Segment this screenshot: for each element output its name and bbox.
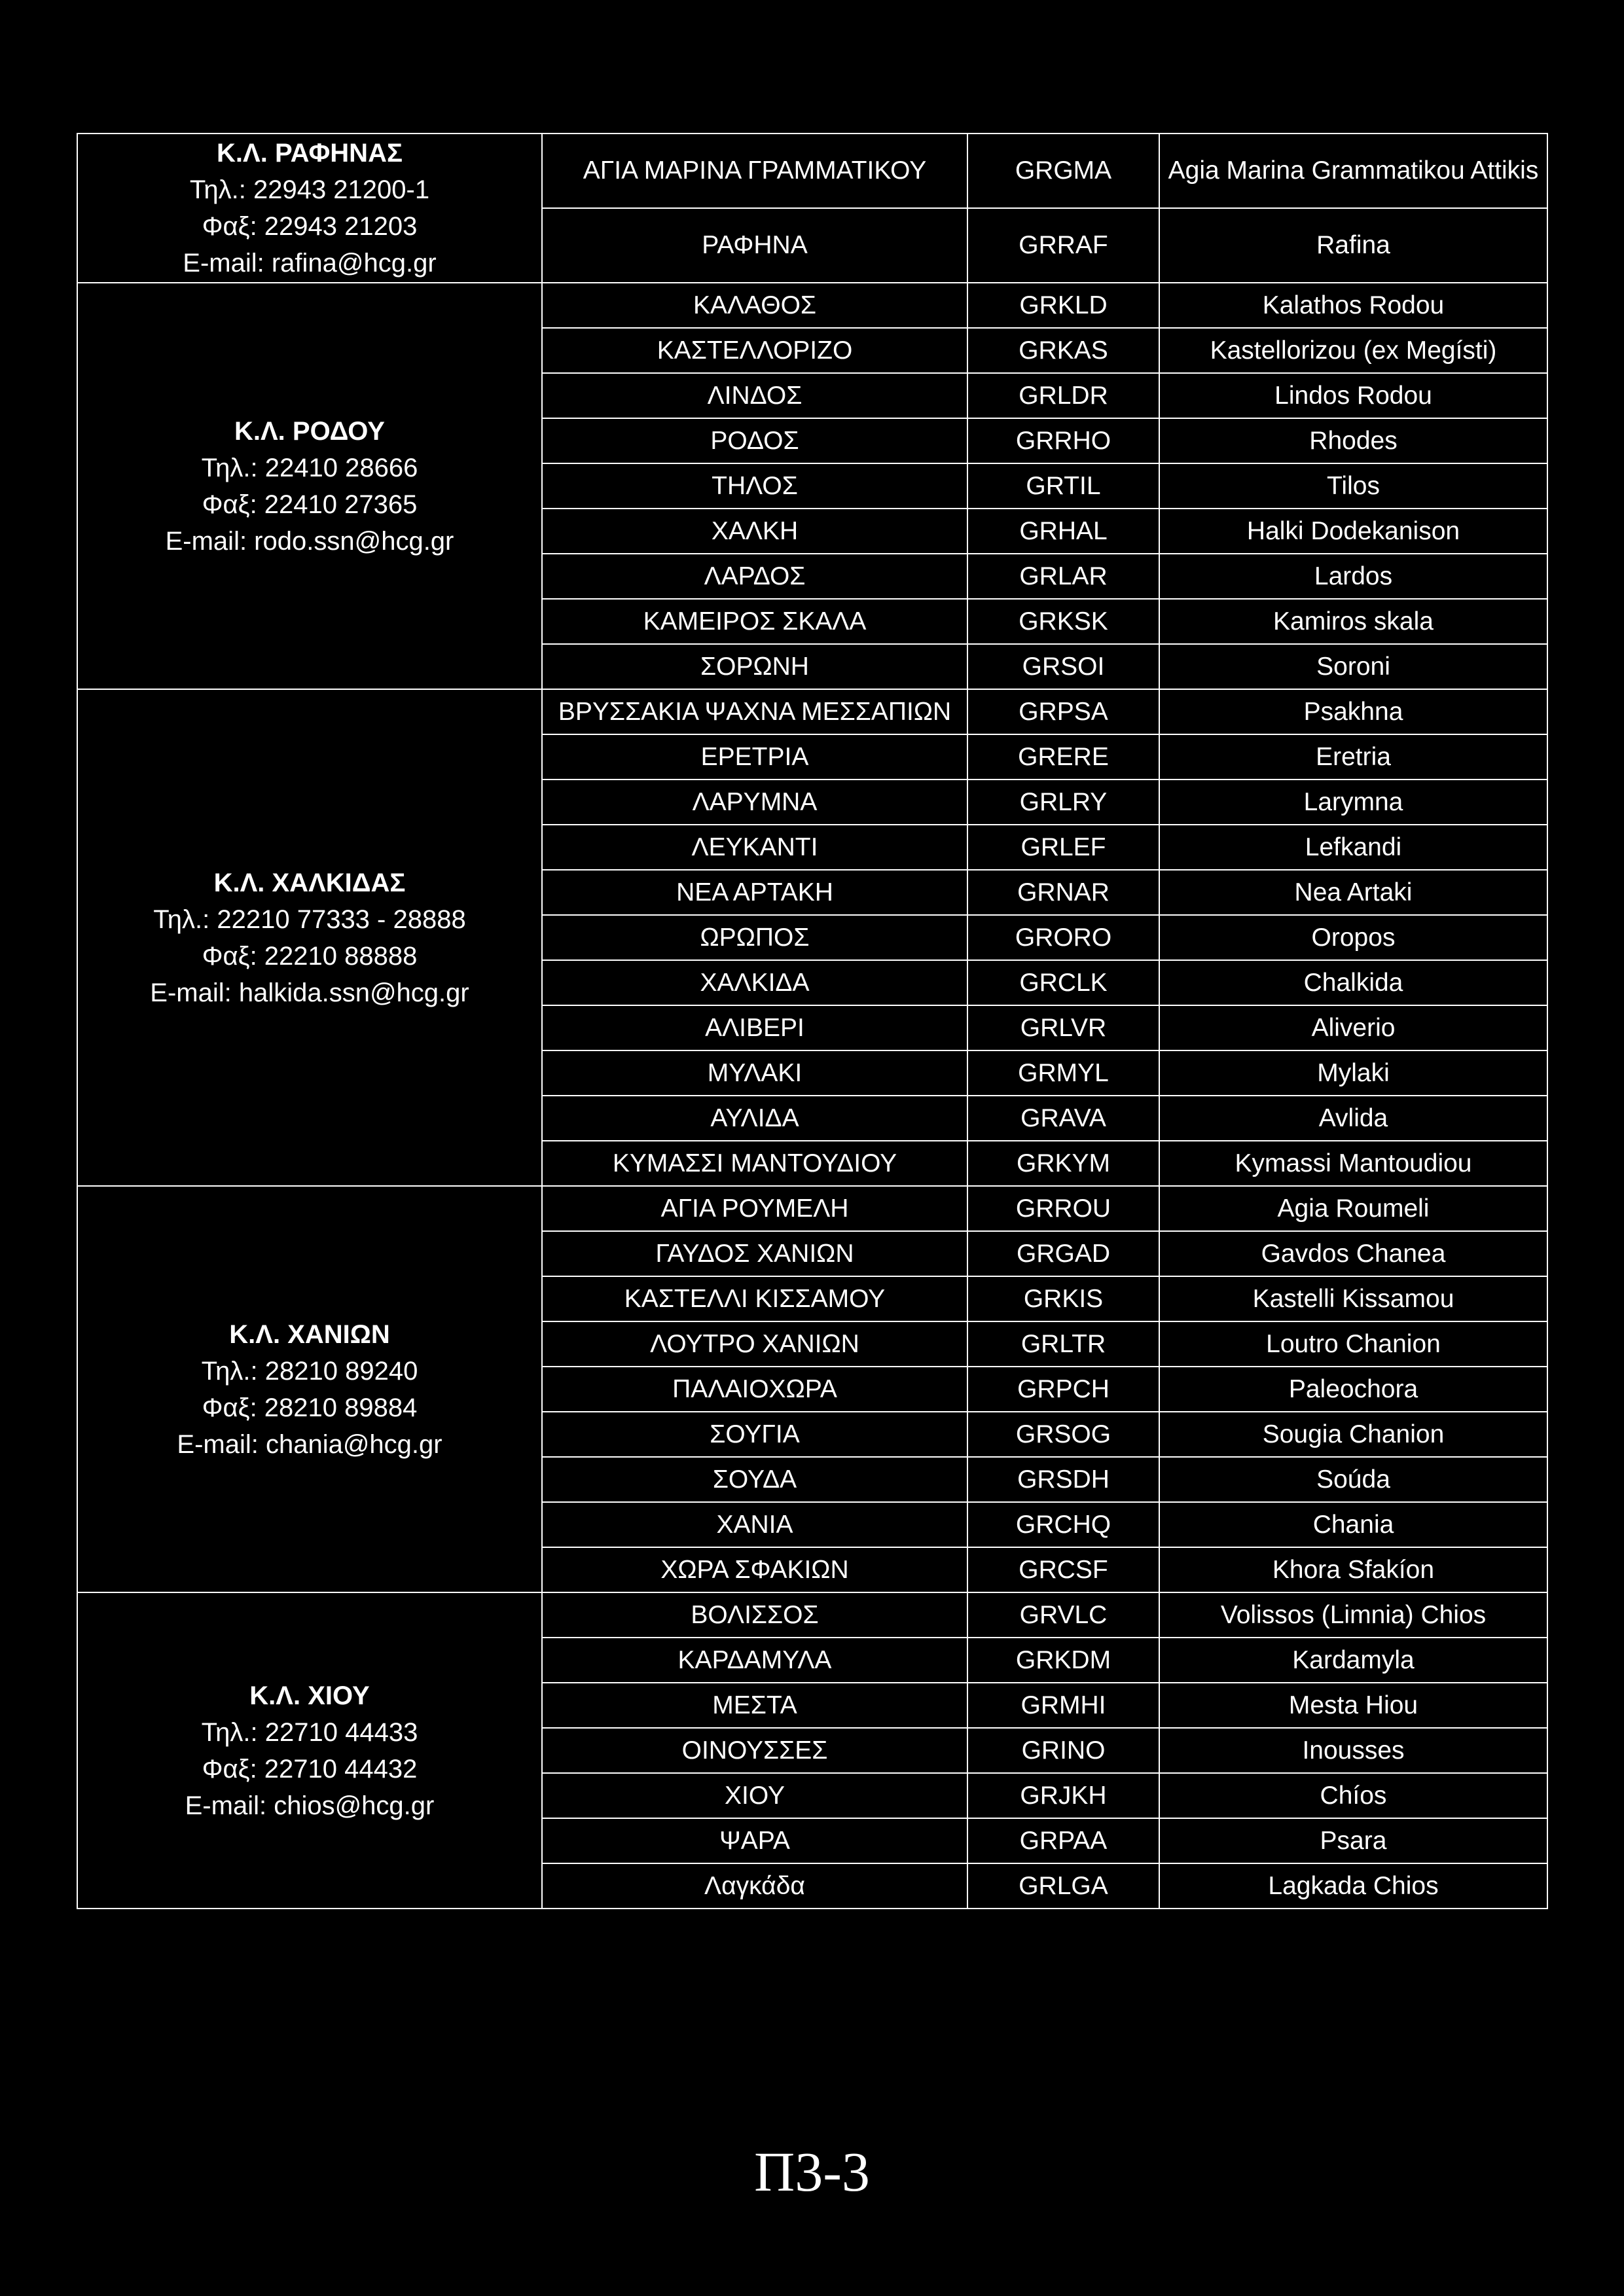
port-name-greek: ΓΑΥΔΟΣ ΧΑΝΙΩΝ xyxy=(542,1231,967,1276)
port-code: GRTIL xyxy=(967,463,1159,509)
office-name: Κ.Λ. ΧΑΝΙΩΝ xyxy=(229,1319,390,1349)
port-name-english: Volissos (Limnia) Chios xyxy=(1159,1592,1547,1638)
port-name-english: Tilos xyxy=(1159,463,1547,509)
port-code: GRLAR xyxy=(967,554,1159,599)
office-cell xyxy=(77,134,542,283)
port-name-greek: ΑΓΙΑ ΡΟΥΜΕΛΗ xyxy=(542,1186,967,1231)
port-name-english: Sougia Chanion xyxy=(1159,1412,1547,1457)
port-name-greek: ΑΥΛΙΔΑ xyxy=(542,1096,967,1141)
office-cell xyxy=(77,1592,542,1909)
office-email: E-mail: chania@hcg.gr xyxy=(177,1429,442,1459)
port-name-greek: ΧΑΛΚΗ xyxy=(542,509,967,554)
port-code: GRMHI xyxy=(967,1683,1159,1728)
office-email: E-mail: rodo.ssn@hcg.gr xyxy=(165,526,454,556)
port-name-english: Larymna xyxy=(1159,780,1547,825)
port-name-english: Kardamyla xyxy=(1159,1638,1547,1683)
port-code: GRPSA xyxy=(967,689,1159,734)
port-name-english: Loutro Chanion xyxy=(1159,1321,1547,1367)
port-name-english: Lardos xyxy=(1159,554,1547,599)
page-number: Π3-3 xyxy=(754,2140,870,2203)
port-name-greek: ΨΑΡΑ xyxy=(542,1818,967,1863)
table-row xyxy=(77,689,1547,734)
port-name-greek: ΣΟΡΩΝΗ xyxy=(542,644,967,689)
port-code: GRCHQ xyxy=(967,1502,1159,1547)
port-name-english: Agia Roumeli xyxy=(1159,1186,1547,1231)
port-name-greek: ΛΑΡΔΟΣ xyxy=(542,554,967,599)
port-code: GRKSK xyxy=(967,599,1159,644)
port-name-greek: ΜΥΛΑΚΙ xyxy=(542,1050,967,1096)
port-code: GRSOI xyxy=(967,644,1159,689)
office-fax: Φαξ: 22210 88888 xyxy=(202,941,418,971)
port-name-english: Lefkandi xyxy=(1159,825,1547,870)
port-name-greek: ΛΑΡΥΜΝΑ xyxy=(542,780,967,825)
port-name-greek: Λαγκάδα xyxy=(542,1863,967,1909)
port-name-english: Eretria xyxy=(1159,734,1547,780)
port-code: GRLDR xyxy=(967,373,1159,418)
port-name-english: Kamiros skala xyxy=(1159,599,1547,644)
port-name-english: Psakhna xyxy=(1159,689,1547,734)
port-code: GRJKH xyxy=(967,1773,1159,1818)
port-name-english: Agia Marina Grammatikou Attikis xyxy=(1159,134,1547,208)
port-name-greek: ΤΗΛΟΣ xyxy=(542,463,967,509)
port-name-greek: ΩΡΩΠΟΣ xyxy=(542,915,967,960)
port-name-english: Lagkada Chios xyxy=(1159,1863,1547,1909)
port-name-english: Inousses xyxy=(1159,1728,1547,1773)
office-cell xyxy=(77,1186,542,1592)
office-name: Κ.Λ. ΡΟΔΟΥ xyxy=(234,416,385,446)
office-name: Κ.Λ. ΧΙΟΥ xyxy=(249,1681,370,1710)
port-name-greek: ΟΙΝΟΥΣΣΕΣ xyxy=(542,1728,967,1773)
port-name-english: Avlida xyxy=(1159,1096,1547,1141)
office-cell xyxy=(77,689,542,1186)
office-name: Κ.Λ. ΧΑΛΚΙΔΑΣ xyxy=(213,868,406,897)
office-phone: Τηλ.: 28210 89240 xyxy=(201,1356,418,1386)
port-code: GRGMA xyxy=(967,134,1159,208)
port-code: GRROU xyxy=(967,1186,1159,1231)
port-code: GRLRY xyxy=(967,780,1159,825)
port-code: GRLEF xyxy=(967,825,1159,870)
port-name-greek: ΒΡΥΣΣΑΚΙΑ ΨΑΧΝΑ ΜΕΣΣΑΠΙΩΝ xyxy=(542,689,967,734)
port-name-english: Kalathos Rodou xyxy=(1159,283,1547,328)
port-name-english: Soroni xyxy=(1159,644,1547,689)
port-code: GRERE xyxy=(967,734,1159,780)
office-email: E-mail: rafina@hcg.gr xyxy=(183,249,437,278)
port-name-english: Lindos Rodou xyxy=(1159,373,1547,418)
port-name-english: Khora Sfakíon xyxy=(1159,1547,1547,1592)
office-phone: Τηλ.: 22210 77333 - 28888 xyxy=(153,905,466,934)
port-name-greek: ΚΑΣΤΕΛΛΟΡΙΖΟ xyxy=(542,328,967,373)
port-name-english: Rafina xyxy=(1159,208,1547,283)
port-code: GRKDM xyxy=(967,1638,1159,1683)
port-name-english: Chania xyxy=(1159,1502,1547,1547)
port-name-english: Aliverio xyxy=(1159,1005,1547,1050)
table-row xyxy=(77,1186,1547,1231)
port-name-greek: ΕΡΕΤΡΙΑ xyxy=(542,734,967,780)
port-code: GRKIS xyxy=(967,1276,1159,1321)
port-name-english: Mylaki xyxy=(1159,1050,1547,1096)
port-code: GRLVR xyxy=(967,1005,1159,1050)
port-name-english: Kastellorizou (ex Megísti) xyxy=(1159,328,1547,373)
port-name-greek: ΛΟΥΤΡΟ ΧΑΝΙΩΝ xyxy=(542,1321,967,1367)
office-fax: Φαξ: 22710 44432 xyxy=(202,1754,418,1784)
port-code: GRKYM xyxy=(967,1141,1159,1186)
office-phone: Τηλ.: 22710 44433 xyxy=(201,1717,418,1747)
office-phone: Τηλ.: 22943 21200-1 xyxy=(189,175,430,204)
port-name-english: Nea Artaki xyxy=(1159,870,1547,915)
port-codes-table xyxy=(77,133,1548,1909)
port-name-english: Chalkida xyxy=(1159,960,1547,1005)
port-name-greek: ΛΙΝΔΟΣ xyxy=(542,373,967,418)
office-cell xyxy=(77,283,542,689)
port-name-greek: ΡΟΔΟΣ xyxy=(542,418,967,463)
port-code: GRVLC xyxy=(967,1592,1159,1638)
port-code: GRKLD xyxy=(967,283,1159,328)
office-fax: Φαξ: 22410 27365 xyxy=(202,490,418,519)
port-code: GRPAA xyxy=(967,1818,1159,1863)
port-name-greek: ΑΛΙΒΕΡΙ xyxy=(542,1005,967,1050)
port-name-greek: ΧΑΝΙΑ xyxy=(542,1502,967,1547)
office-fax: Φαξ: 22943 21203 xyxy=(202,212,418,241)
port-name-english: Kastelli Kissamou xyxy=(1159,1276,1547,1321)
port-code: GRLGA xyxy=(967,1863,1159,1909)
port-name-greek: ΧΙΟΥ xyxy=(542,1773,967,1818)
port-code: GRINO xyxy=(967,1728,1159,1773)
port-code: GRHAL xyxy=(967,509,1159,554)
port-name-english: Chíos xyxy=(1159,1773,1547,1818)
port-code: GRCLK xyxy=(967,960,1159,1005)
table-row xyxy=(77,1592,1547,1638)
port-code: GRKAS xyxy=(967,328,1159,373)
port-name-greek: ΧΩΡΑ ΣΦΑΚΙΩΝ xyxy=(542,1547,967,1592)
port-name-greek: ΚΑΡΔΑΜΥΛΑ xyxy=(542,1638,967,1683)
port-code: GRPCH xyxy=(967,1367,1159,1412)
port-code: GRORO xyxy=(967,915,1159,960)
port-name-greek: ΝΕΑ ΑΡΤΑΚΗ xyxy=(542,870,967,915)
port-name-greek: ΚΑΛΑΘΟΣ xyxy=(542,283,967,328)
office-email: E-mail: halkida.ssn@hcg.gr xyxy=(150,978,469,1007)
port-name-greek: ΣΟΥΔΑ xyxy=(542,1457,967,1502)
office-phone: Τηλ.: 22410 28666 xyxy=(201,453,418,482)
port-name-english: Kymassi Mantoudiou xyxy=(1159,1141,1547,1186)
port-name-english: Psara xyxy=(1159,1818,1547,1863)
port-name-english: Paleochora xyxy=(1159,1367,1547,1412)
office-email: E-mail: chios@hcg.gr xyxy=(185,1791,435,1820)
office-name: Κ.Λ. ΡΑΦΗΝΑΣ xyxy=(217,139,403,168)
port-name-greek: ΧΑΛΚΙΔΑ xyxy=(542,960,967,1005)
port-name-greek: ΚΑΣΤΕΛΛΙ ΚΙΣΣΑΜΟΥ xyxy=(542,1276,967,1321)
port-name-greek: ΛΕΥΚΑΝΤΙ xyxy=(542,825,967,870)
port-name-english: Soúda xyxy=(1159,1457,1547,1502)
port-code: GRSOG xyxy=(967,1412,1159,1457)
port-name-english: Oropos xyxy=(1159,915,1547,960)
port-code: GRLTR xyxy=(967,1321,1159,1367)
port-code: GRRHO xyxy=(967,418,1159,463)
port-name-english: Rhodes xyxy=(1159,418,1547,463)
office-fax: Φαξ: 28210 89884 xyxy=(202,1393,418,1422)
table-row xyxy=(77,283,1547,328)
port-code: GRNAR xyxy=(967,870,1159,915)
port-name-english: Gavdos Chanea xyxy=(1159,1231,1547,1276)
port-code: GRRAF xyxy=(967,208,1159,283)
table-row xyxy=(77,134,1547,208)
port-name-greek: ΣΟΥΓΙΑ xyxy=(542,1412,967,1457)
port-name-greek: ΑΓΙΑ ΜΑΡΙΝΑ ΓΡΑΜΜΑΤΙΚΟΥ xyxy=(542,134,967,208)
port-name-greek: ΡΑΦΗΝΑ xyxy=(542,208,967,283)
port-name-english: Mesta Hiou xyxy=(1159,1683,1547,1728)
port-name-english: Halki Dodekanison xyxy=(1159,509,1547,554)
port-code: GRCSF xyxy=(967,1547,1159,1592)
port-name-greek: ΒΟΛΙΣΣΟΣ xyxy=(542,1592,967,1638)
port-code: GRSDH xyxy=(967,1457,1159,1502)
port-name-greek: ΚΥΜΑΣΣΙ ΜΑΝΤΟΥΔΙΟΥ xyxy=(542,1141,967,1186)
port-name-greek: ΠΑΛΑΙΟΧΩΡΑ xyxy=(542,1367,967,1412)
port-name-greek: ΚΑΜΕΙΡΟΣ ΣΚΑΛΑ xyxy=(542,599,967,644)
port-code: GRMYL xyxy=(967,1050,1159,1096)
port-code: GRAVA xyxy=(967,1096,1159,1141)
port-name-greek: ΜΕΣΤΑ xyxy=(542,1683,967,1728)
port-code: GRGAD xyxy=(967,1231,1159,1276)
